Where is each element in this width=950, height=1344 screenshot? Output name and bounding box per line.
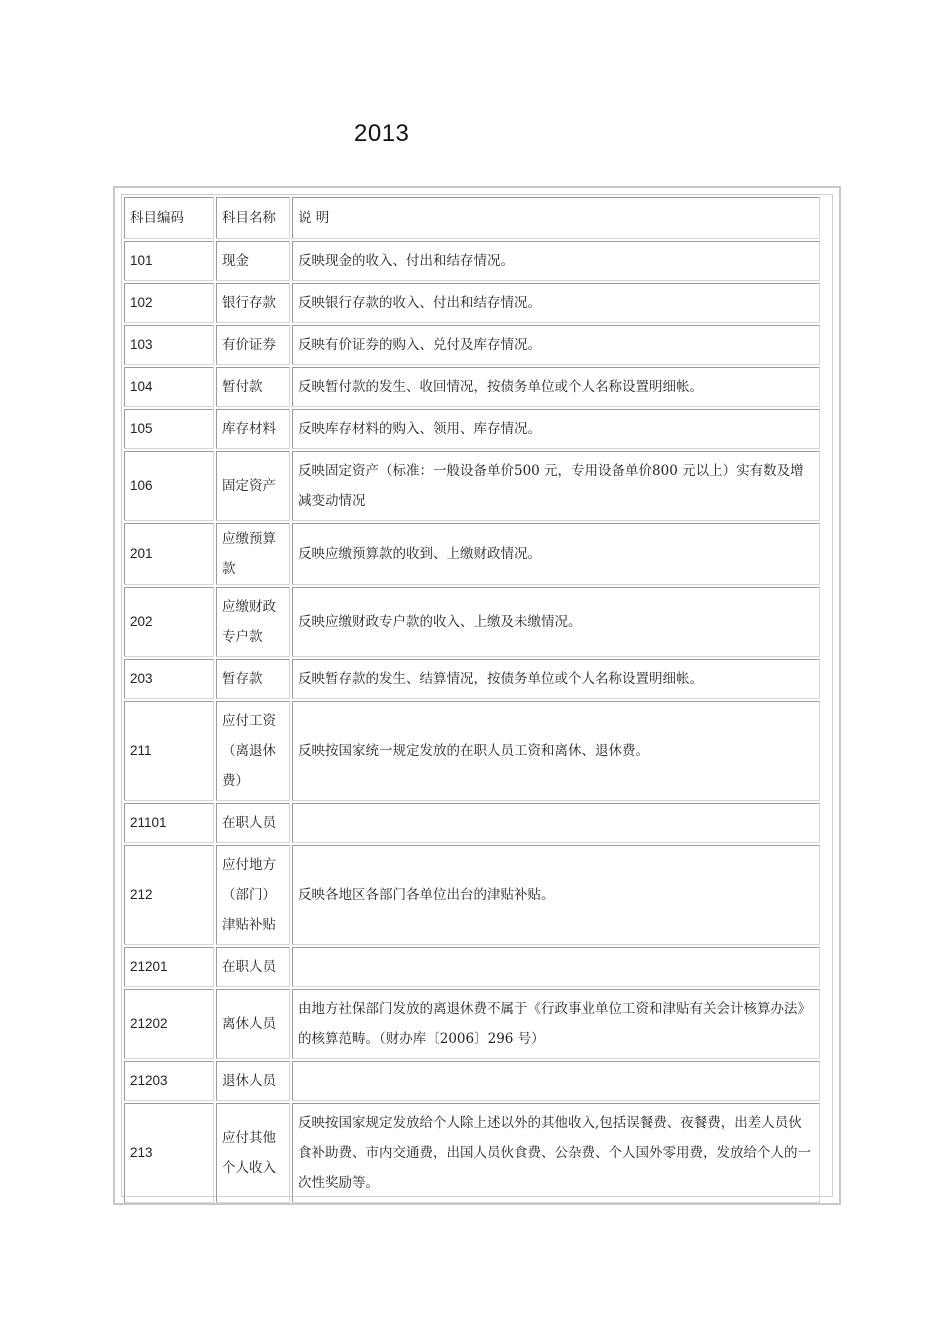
row-code: 211 [124, 701, 214, 801]
table-row [124, 325, 820, 365]
row-code: 21101 [124, 803, 214, 843]
table-row [124, 845, 820, 945]
row-code: 21201 [124, 947, 214, 987]
row-name: 固定资产 [216, 451, 290, 521]
row-name: 应缴财政专户款 [216, 587, 290, 657]
row-description [292, 947, 820, 987]
table-row [124, 587, 820, 657]
table-row [124, 947, 820, 987]
table-row [124, 989, 820, 1059]
row-description: 反映固定资产（标准：一般设备单价500 元，专用设备单价800 元以上）实有数及增减变动情况 [292, 451, 820, 521]
row-name: 在职人员 [216, 803, 290, 843]
header-description: 说 明 [292, 197, 820, 239]
row-name: 在职人员 [216, 947, 290, 987]
table-row [124, 1061, 820, 1101]
row-name: 应付其他个人收入 [216, 1103, 290, 1203]
row-code: 213 [124, 1103, 214, 1203]
row-name: 退休人员 [216, 1061, 290, 1101]
row-name: 离休人员 [216, 989, 290, 1059]
table-header-row [124, 197, 820, 239]
row-code: 21203 [124, 1061, 214, 1101]
row-description: 反映各地区各部门各单位出台的津贴补贴。 [292, 845, 820, 945]
row-name: 库存材料 [216, 409, 290, 449]
row-code: 203 [124, 659, 214, 699]
table-row [124, 659, 820, 699]
row-code: 106 [124, 451, 214, 521]
row-description [292, 1061, 820, 1101]
row-code: 104 [124, 367, 214, 407]
row-description: 反映库存材料的购入、领用、库存情况。 [292, 409, 820, 449]
ledger-table-frame [113, 186, 841, 1205]
row-name: 暂付款 [216, 367, 290, 407]
row-code: 105 [124, 409, 214, 449]
table-row [124, 409, 820, 449]
table-row [124, 241, 820, 281]
row-name: 应付工资（离退休费） [216, 701, 290, 801]
row-name: 应付地方（部门）津贴补贴 [216, 845, 290, 945]
row-description: 反映应缴财政专户款的收入、上缴及未缴情况。 [292, 587, 820, 657]
row-code: 202 [124, 587, 214, 657]
row-code: 201 [124, 523, 214, 585]
row-description: 反映现金的收入、付出和结存情况。 [292, 241, 820, 281]
row-code: 103 [124, 325, 214, 365]
row-description: 反映暂付款的发生、收回情况，按债务单位或个人名称设置明细帐。 [292, 367, 820, 407]
row-code: 102 [124, 283, 214, 323]
row-description: 反映按国家规定发放给个人除上述以外的其他收入,包括误餐费、夜餐费，出差人员伙食补助费、市内交通费，出国人员伙食费、公杂费、个人国外零用费，发放给个人的一次性奖励等。 [292, 1103, 820, 1203]
document-title: 2013 [354, 120, 410, 147]
ledger-table [122, 195, 822, 1205]
table-row [124, 701, 820, 801]
row-name: 应缴预算款 [216, 523, 290, 585]
table-row [124, 1103, 820, 1203]
table-row [124, 451, 820, 521]
table-row [124, 803, 820, 843]
row-name: 暂存款 [216, 659, 290, 699]
row-description: 反映按国家统一规定发放的在职人员工资和离休、退休费。 [292, 701, 820, 801]
row-description: 反映暂存款的发生、结算情况，按债务单位或个人名称设置明细帐。 [292, 659, 820, 699]
row-code: 101 [124, 241, 214, 281]
row-description: 反映应缴预算款的收到、上缴财政情况。 [292, 523, 820, 585]
row-name: 现金 [216, 241, 290, 281]
table-row [124, 523, 820, 585]
row-name: 有价证券 [216, 325, 290, 365]
table-row [124, 367, 820, 407]
header-code: 科目编码 [124, 197, 214, 239]
row-code: 212 [124, 845, 214, 945]
row-description: 反映银行存款的收入、付出和结存情况。 [292, 283, 820, 323]
table-row [124, 283, 820, 323]
row-name: 银行存款 [216, 283, 290, 323]
header-name: 科目名称 [216, 197, 290, 239]
row-code: 21202 [124, 989, 214, 1059]
row-description: 反映有价证券的购入、兑付及库存情况。 [292, 325, 820, 365]
row-description [292, 803, 820, 843]
row-description: 由地方社保部门发放的离退休费不属于《行政事业单位工资和津贴有关会计核算办法》的核算范畴。（财办库〔2006〕296 号） [292, 989, 820, 1059]
ledger-table-body [124, 241, 820, 1203]
